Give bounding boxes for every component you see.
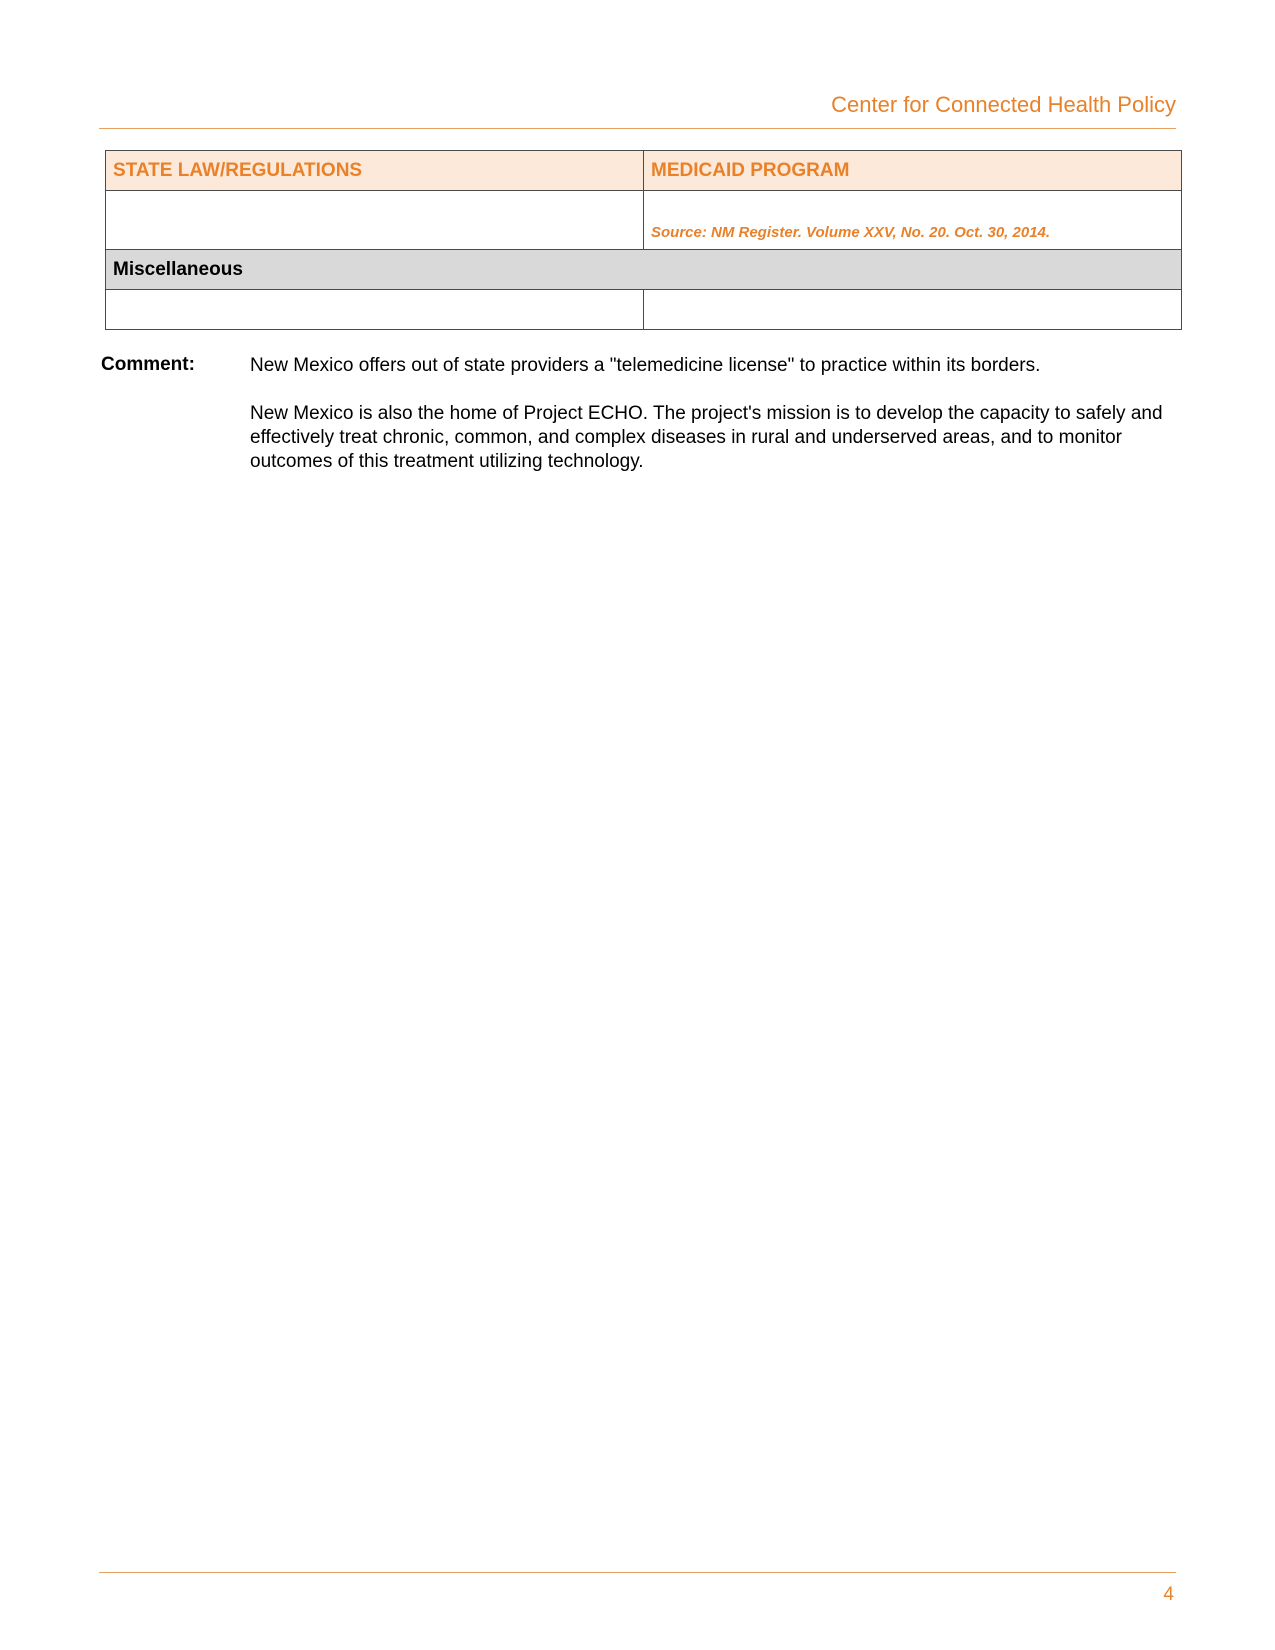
table-row	[106, 290, 1182, 330]
table-header-row	[106, 151, 1182, 191]
header-divider	[99, 128, 1176, 129]
source-citation: Source: NM Register. Volume XXV, No. 20. Oct. 30, 2014.	[651, 224, 1051, 241]
medicaid-cell	[644, 290, 1182, 330]
comment-label: Comment:	[101, 354, 195, 375]
document-header-title: Center for Connected Health Policy	[831, 92, 1176, 117]
state-law-cell	[106, 290, 644, 330]
page-number: 4	[1163, 1584, 1174, 1605]
medicaid-cell	[644, 191, 1182, 250]
section-heading-row	[106, 250, 1182, 290]
table-row	[106, 191, 1182, 250]
comment-body	[250, 354, 1180, 498]
comment-paragraph: New Mexico offers out of state providers a "telemedicine license" to practice within its borders.	[250, 355, 1041, 376]
column-header-state-law: STATE LAW/REGULATIONS	[106, 151, 644, 191]
column-header-medicaid: MEDICAID PROGRAM	[644, 151, 1182, 191]
section-heading-miscellaneous: Miscellaneous	[106, 250, 1182, 290]
footer-divider	[99, 1572, 1176, 1573]
policy-table	[105, 150, 1182, 330]
comment-paragraph: New Mexico is also the home of Project ECHO. The project's mission is to develop the capacity to safely and effectively treat chronic, common, and complex diseases in rural and underserved areas, and to monitor outcomes of this treatment utilizing technology.	[250, 403, 1163, 472]
state-law-cell	[106, 191, 644, 250]
